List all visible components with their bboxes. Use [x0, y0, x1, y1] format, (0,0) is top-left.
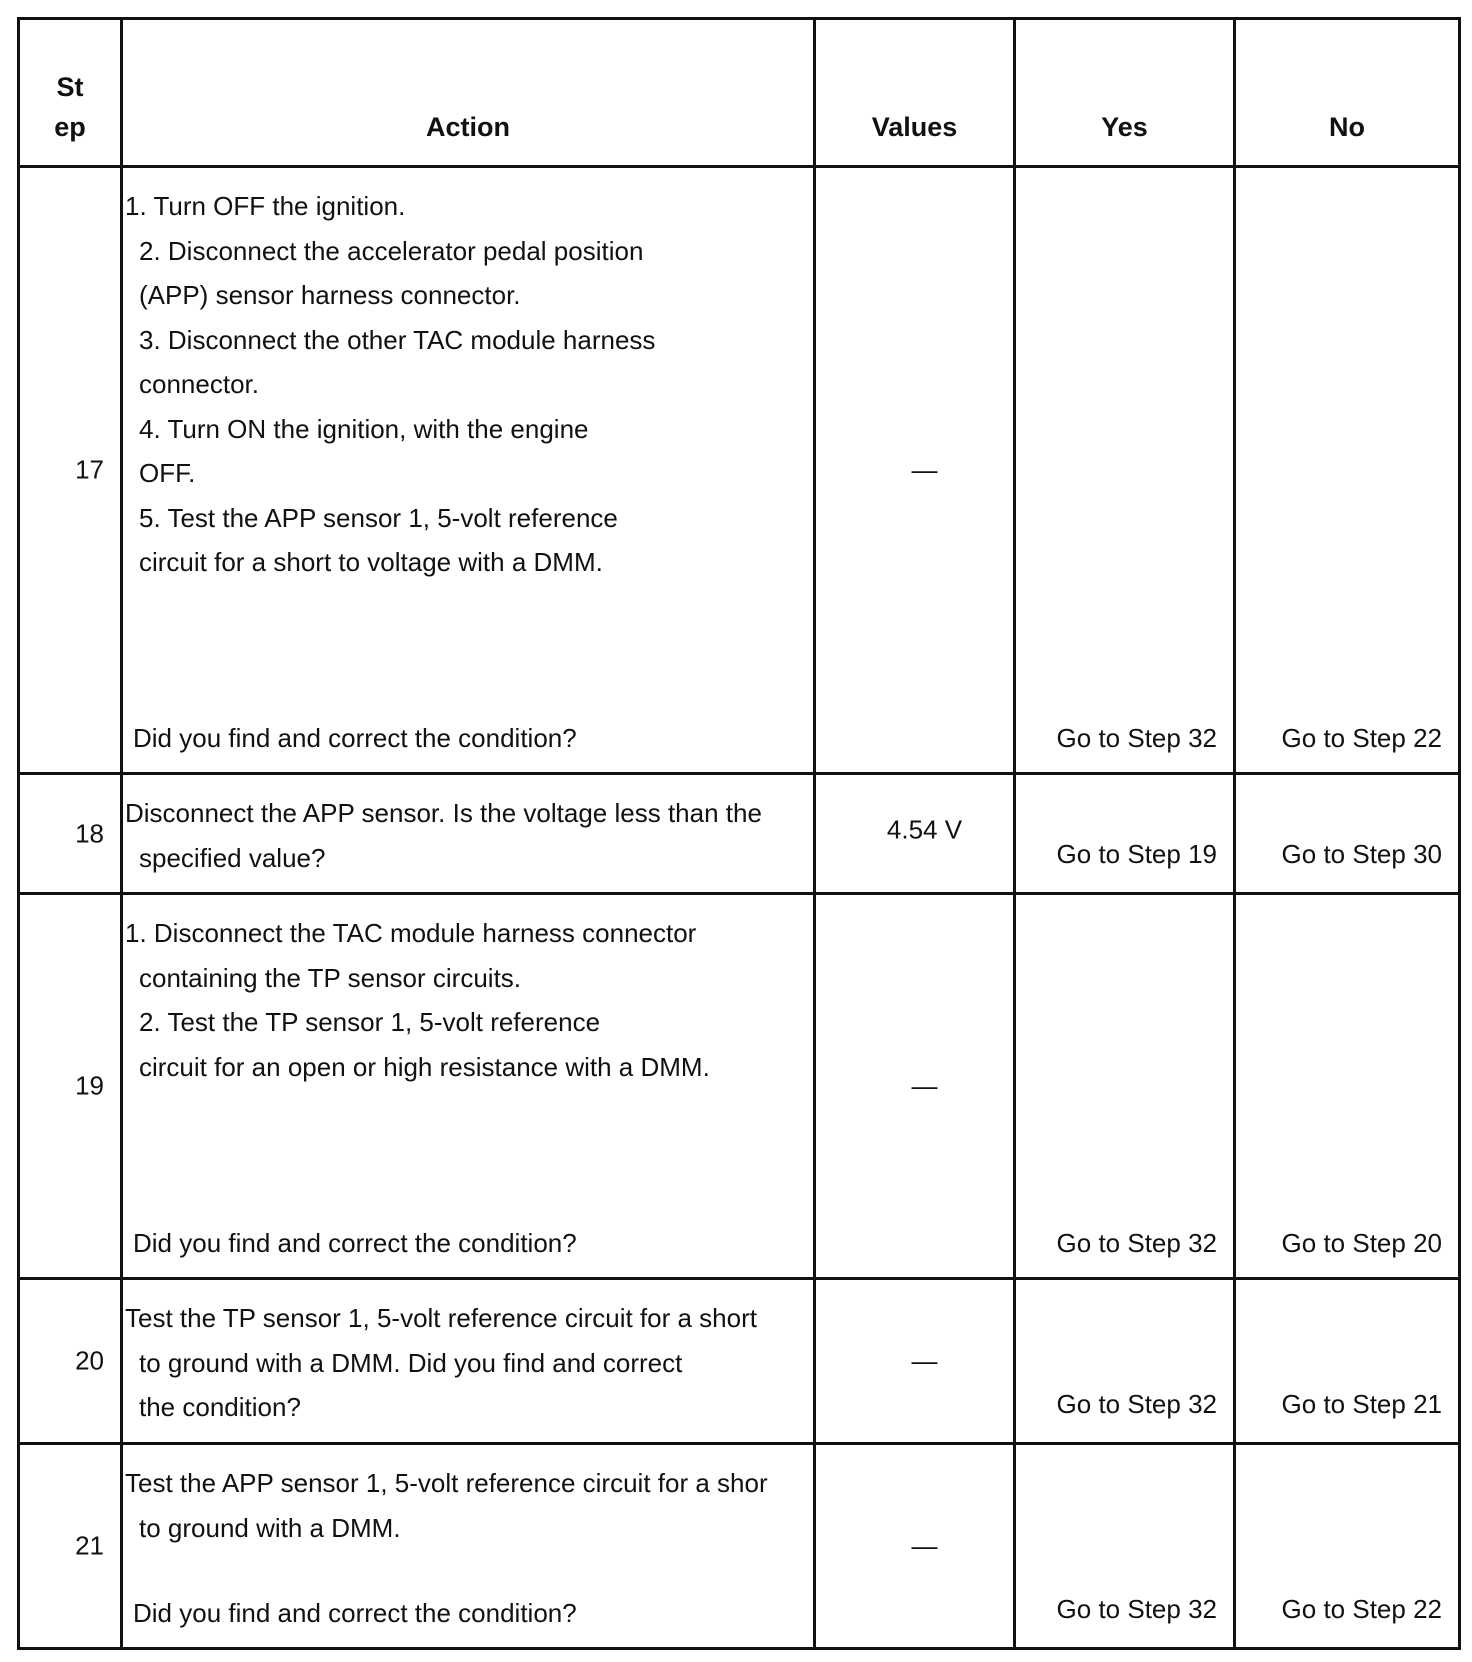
action-line: containing the TP sensor circuits. — [139, 962, 522, 993]
yes-cell: Go to Step 32 — [1015, 894, 1235, 1279]
question-text: Did you find and correct the condition? — [133, 723, 577, 753]
header-row — [19, 19, 1460, 167]
table-row — [19, 167, 1460, 774]
action-header: Action — [122, 19, 815, 167]
no-cell: Go to Step 22 — [1235, 167, 1460, 774]
action-cell — [122, 1279, 815, 1444]
step-cell: 19 — [19, 894, 122, 1279]
values-cell: 4.54 V — [815, 774, 1015, 894]
values-header: Values — [815, 19, 1015, 167]
action-line: 2. Test the TP sensor 1, 5-volt reference — [139, 1007, 601, 1037]
question-text: Did you find and correct the condition? — [133, 1228, 577, 1258]
action-line: 4. Turn ON the ignition, with the engine — [139, 413, 589, 444]
values-cell: — — [815, 894, 1015, 1279]
action-line: Disconnect the APP sensor. Is the voltage less than the — [125, 798, 762, 828]
yes-cell: Go to Step 19 — [1015, 774, 1235, 894]
action-cell — [122, 774, 815, 894]
action-line: 1. Turn OFF the ignition. — [125, 191, 406, 221]
yes-cell: Go to Step 32 — [1015, 1444, 1235, 1649]
no-cell: Go to Step 30 — [1235, 774, 1460, 894]
step-cell: 17 — [19, 167, 122, 774]
table-row — [19, 894, 1460, 1279]
action-line: circuit for an open or high resistance with a DMM. — [139, 1051, 710, 1082]
action-line: the condition? — [139, 1392, 301, 1422]
action-cell — [122, 894, 815, 1279]
action-line: Test the TP sensor 1, 5-volt reference circuit for a short — [125, 1303, 757, 1333]
action-cell — [122, 167, 815, 774]
action-line: (APP) sensor harness connector. — [139, 280, 521, 310]
values-cell: — — [815, 1444, 1015, 1649]
action-line: to ground with a DMM. Did you find and correct — [139, 1347, 683, 1378]
step-header: St ep — [19, 19, 122, 167]
action-cell — [122, 1444, 815, 1649]
action-line: connector. — [139, 369, 259, 399]
table-row — [19, 1444, 1460, 1649]
step-cell: 18 — [19, 774, 122, 894]
action-line: OFF. — [139, 458, 196, 488]
action-line: 3. Disconnect the other TAC module harness — [139, 324, 656, 355]
action-line: 1. Disconnect the TAC module harness connector — [125, 918, 697, 948]
no-cell: Go to Step 20 — [1235, 894, 1460, 1279]
action-line: 5. Test the APP sensor 1, 5-volt reference — [139, 502, 618, 533]
action-line: circuit for a short to voltage with a DMM. — [139, 547, 603, 577]
action-line: Test the APP sensor 1, 5-volt reference circuit for a shor — [125, 1468, 768, 1498]
action-line: 2. Disconnect the accelerator pedal position — [139, 235, 644, 266]
values-cell: — — [815, 1279, 1015, 1444]
no-header: No — [1235, 19, 1460, 167]
no-cell: Go to Step 22 — [1235, 1444, 1460, 1649]
yes-header: Yes — [1015, 19, 1235, 167]
table-row — [19, 774, 1460, 894]
no-cell: Go to Step 21 — [1235, 1279, 1460, 1444]
yes-cell: Go to Step 32 — [1015, 1279, 1235, 1444]
step-cell: 21 — [19, 1444, 122, 1649]
values-cell: — — [815, 167, 1015, 774]
table-row — [19, 1279, 1460, 1444]
diagnostic-table — [17, 17, 1461, 1650]
action-line: to ground with a DMM. — [139, 1512, 401, 1543]
step-cell: 20 — [19, 1279, 122, 1444]
action-line: specified value? — [139, 842, 326, 873]
question-text: Did you find and correct the condition? — [133, 1598, 577, 1628]
yes-cell: Go to Step 32 — [1015, 167, 1235, 774]
